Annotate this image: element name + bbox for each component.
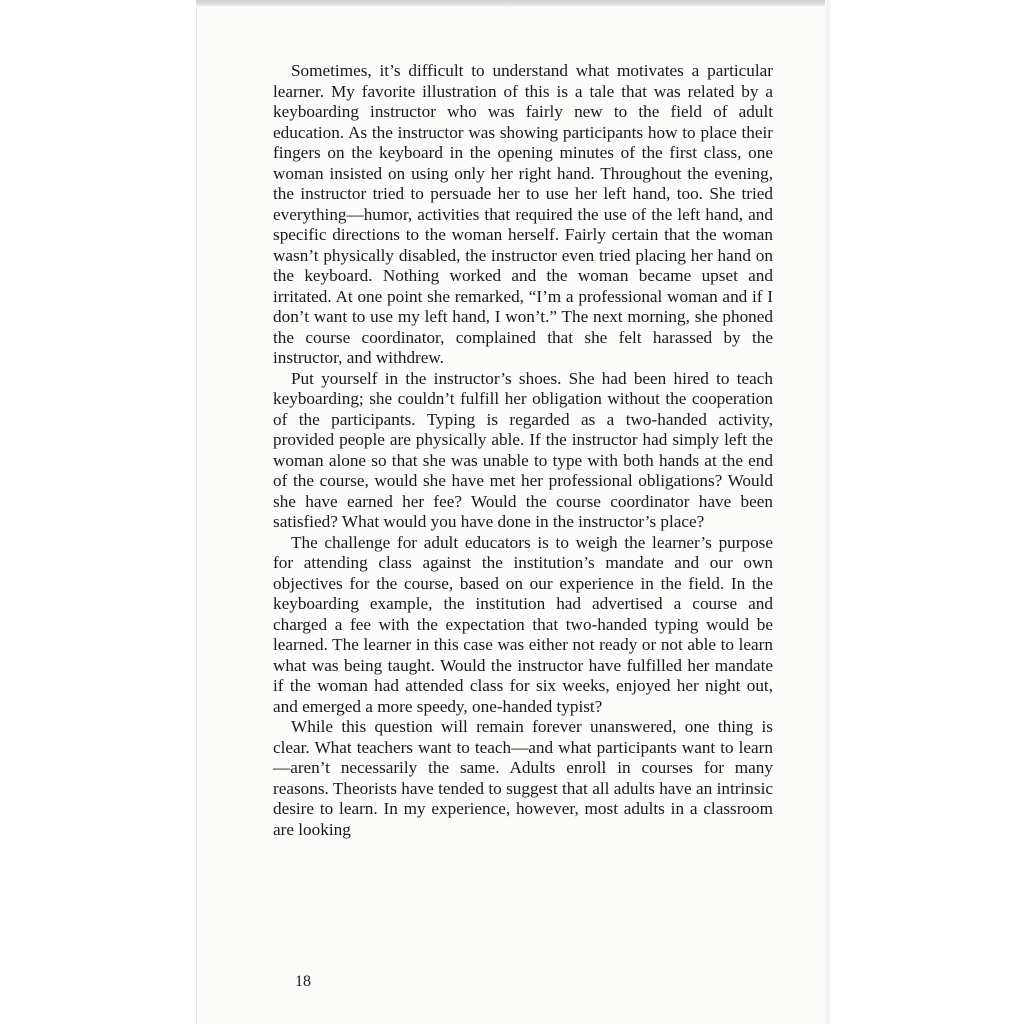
paragraph: The challenge for adult educators is to weigh the learner’s purpose for attending class against the institution’s mandate and our own objectives for the course, based on our experience in the field. In the keyboarding example, the institution had advertised a course and charged a fee with the expectation that two-handed typing would be learned. The learner in this case was either not ready or not able to learn what was being taught. Would the instructor have fulfilled her mandate if the woman had attended class for six weeks, enjoyed her night out, and emerged a more speedy, one-handed typist? — [273, 532, 773, 716]
page-top-edge-shadow — [196, 0, 828, 7]
page-number: 18 — [295, 973, 311, 990]
paragraph: While this question will remain forever unanswered, one thing is clear. What teachers want to teach—and what participants want to learn—aren’t necessarily the same. Adults enroll in courses for many reasons. Theorists have tended to suggest that all adults have an intrinsic desire to learn. In my experience, however, most adults in a classroom are looking — [273, 717, 773, 839]
page-right-edge — [825, 0, 831, 1024]
paragraph: Put yourself in the instructor’s shoes. She had been hired to teach keyboarding; she couldn’t fulfill her obligation without the cooperation of the participants. Typing is regarded as a two-handed activity, provided people are physically able. If the instructor had simply left the woman alone so that she was unable to type with both hands at the end of the course, would she have met her professional obligations? Would she have earned her fee? Would the course coordinator have been satisfied? What would you have done in the instructor’s place? — [273, 368, 773, 531]
body-text — [273, 61, 773, 840]
paragraph: Sometimes, it’s difficult to understand what motivates a particular learner. My favorite illustration of this is a tale that was related by a keyboarding instructor who was fairly new to the field of adult education. As the instructor was showing participants how to place their fingers on the keyboard in the opening minutes of the first class, one woman insisted on using only her right hand. Throughout the evening, the instructor tried to persuade her to use her left hand, too. She tried everything—humor, activities that required the use of the left hand, and specific directions to the woman herself. Fairly certain that the woman wasn’t physically disabled, the instructor even tried placing her hand on the keyboard. Nothing worked and the woman became upset and irritated. At one point she remarked, “I’m a professional woman and if I don’t want to use my left hand, I won’t.” The next morning, she phoned the course coordinator, complained that she felt harassed by the instructor, and withdrew. — [273, 61, 773, 367]
